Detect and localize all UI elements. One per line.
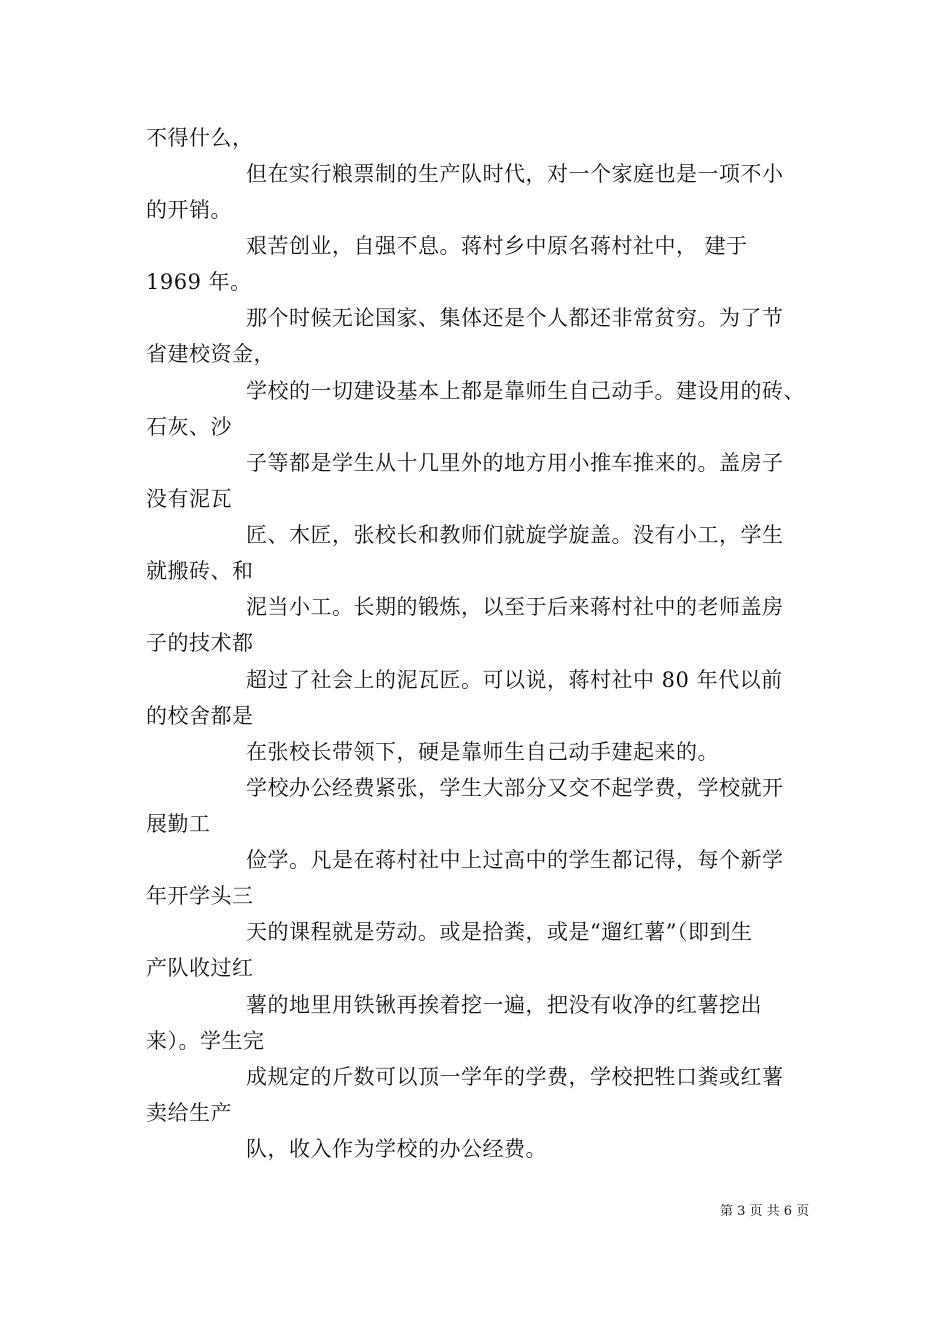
text-line-18: 在张校长带领下，硬是靠师生自己动手建起来的。: [246, 740, 719, 764]
text-line-22: 年开学头三: [146, 884, 254, 908]
text-line-3: 的开销。: [146, 198, 232, 222]
text-line-5: 1969 年。: [146, 270, 252, 294]
text-line-21: 俭学。凡是在蒋村社中上过高中的学生都记得，每个新学: [246, 848, 784, 872]
text-line-14: 泥当小工。长期的锻炼，以至于后来蒋村社中的老师盖房: [246, 595, 784, 619]
text-line-1: 不得什么，: [146, 126, 254, 150]
text-line-17: 的校舍都是: [146, 704, 254, 728]
text-line-8: 学校的一切建设基本上都是靠师生自己动手。建设用的砖、: [246, 379, 805, 403]
text-line-29: 队，收入作为学校的办公经费。: [246, 1137, 547, 1161]
text-line-9: 石灰、沙: [146, 415, 232, 439]
text-line-28: 卖给生产: [146, 1101, 232, 1125]
text-line-2: 但在实行粮票制的生产队时代，对一个家庭也是一项不小: [246, 162, 784, 186]
text-line-11: 没有泥瓦: [146, 487, 232, 511]
text-line-19: 学校办公经费紧张，学生大部分又交不起学费，学校就开: [246, 776, 784, 800]
page-number: 第 3 页 共 6 页: [720, 1204, 810, 1219]
text-line-25: 薯的地里用铁锹再挨着挖一遍，把没有收净的红薯挖出: [246, 993, 762, 1017]
text-line-26: 来）。学生完: [146, 1029, 265, 1053]
text-line-15: 子的技术都: [146, 631, 254, 655]
text-line-6: 那个时候无论国家、集体还是个人都还非常贫穷。为了节: [246, 306, 784, 330]
text-line-12: 匠、木匠，张校长和教师们就旋学旋盖。没有小工，学生: [246, 523, 784, 547]
text-line-13: 就搬砖、和: [146, 559, 254, 583]
text-line-16: 超过了社会上的泥瓦匠。可以说，蒋村社中 80 年代以前: [246, 668, 783, 692]
text-line-20: 展勤工: [146, 812, 211, 836]
text-line-7: 省建校资金，: [146, 342, 275, 366]
text-line-10: 子等都是学生从十几里外的地方用小推车推来的。盖房子: [246, 451, 784, 475]
text-line-23: 天的课程就是劳动。或是拾粪，或是“遛红薯”（即到生: [246, 920, 753, 944]
text-line-4: 艰苦创业，自强不息。蒋村乡中原名蒋村社中， 建于: [246, 234, 748, 258]
text-line-24: 产队收过红: [146, 956, 254, 980]
text-line-27: 成规定的斤数可以顶一学年的学费，学校把牲口粪或红薯: [246, 1065, 784, 1089]
